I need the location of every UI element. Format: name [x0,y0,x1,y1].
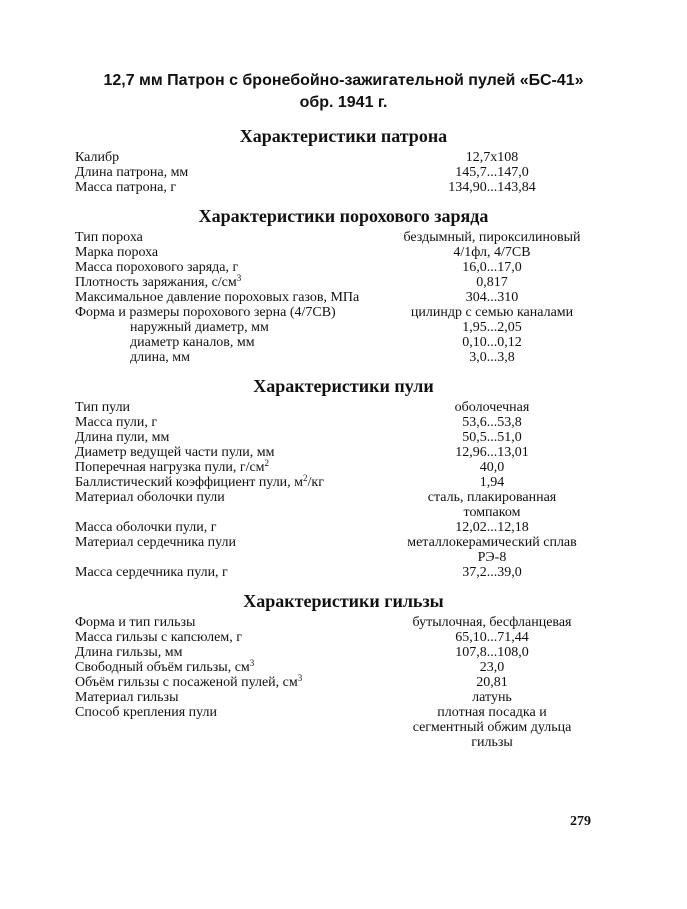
section-heading: Характеристики порохового заряда [198,206,489,226]
spec-value: металлокерамический сплав [407,535,577,550]
spec-value: 20,81 [476,675,508,690]
spec-label-text: Калибр [75,150,120,165]
spec-label-superscript: 3 [297,673,303,683]
spec-label [75,520,216,535]
spec-label [75,230,143,245]
spec-label [75,305,336,320]
spec-label-text: Баллистический коэффициент пули, м [75,475,304,490]
spec-value: 145,7...147,0 [455,165,529,180]
document-title-line1: 12,7 мм Патрон с бронебойно-зажигательной пулей «БС-41» [103,72,584,89]
spec-label-text: диаметр каналов, мм [130,335,255,350]
spec-value: бездымный, пироксилиновый [403,230,581,245]
spec-label-text: Материал оболочки пули [75,490,225,505]
spec-label [75,615,195,630]
spec-value: 50,5...51,0 [462,430,522,445]
spec-value: гильзы [471,735,513,750]
spec-value: 1,94 [479,475,505,490]
spec-label-text: Поперечная нагрузка пули, г/см [75,460,265,475]
spec-label-text: Масса порохового заряда, г [75,260,239,275]
spec-value: сегментный обжим дульца [412,720,572,735]
spec-label [75,445,274,460]
spec-label-text: наружный диаметр, мм [130,320,269,335]
spec-value: 3,0...3,8 [469,350,515,365]
spec-label-text: Масса сердечника пули, г [75,565,228,580]
spec-value: 1,95...2,05 [462,320,522,335]
spec-label-text: Форма и тип гильзы [75,615,196,630]
spec-label-text: Способ крепления пули [75,705,218,720]
spec-label-superscript: 3 [249,658,255,668]
spec-value: сталь, плакированная [427,490,557,505]
spec-label [75,565,228,580]
spec-label [75,150,119,165]
spec-label [75,290,359,305]
spec-label-text: Масса оболочки пули, г [75,520,217,535]
spec-value: латунь [472,690,512,705]
spec-label [75,180,176,195]
spec-label-text: Диаметр ведущей части пули, мм [75,445,275,460]
spec-label [75,260,238,275]
spec-label-text: Масса пули, г [75,415,158,430]
spec-value: 16,0...17,0 [462,260,522,275]
spec-label-text: Максимальное давление пороховых газов, МПа [75,290,360,305]
spec-label-text: Плотность заряжания, с/см [75,275,237,290]
spec-label [75,415,157,430]
spec-value: 0,817 [476,275,508,290]
spec-label [75,400,130,415]
spec-label [75,660,254,675]
spec-label [75,705,217,720]
spec-value: оболочечная [454,400,530,415]
spec-label-text: Масса гильзы с капсюлем, г [75,630,242,645]
spec-value: 4/1фл, 4/7СВ [453,245,531,260]
spec-label-suffix: /кг [307,475,324,490]
spec-value: 37,2...39,0 [462,565,522,580]
spec-label-text: Свободный объём гильзы, см [75,660,250,675]
spec-value: РЭ-8 [477,550,507,565]
page-number: 279 [570,814,591,829]
spec-label-text: Тип пули [75,400,131,415]
spec-label [75,630,242,645]
spec-label-text: Материал сердечника пули [75,535,237,550]
spec-label [130,350,190,365]
spec-label-superscript: 3 [236,273,242,283]
spec-value: 0,10...0,12 [462,335,522,350]
spec-label [130,335,255,350]
spec-label [75,245,158,260]
spec-label-text: Материал гильзы [75,690,179,705]
spec-value: 12,02...12,18 [455,520,529,535]
spec-value: 304...310 [465,290,519,305]
spec-label [75,275,241,290]
spec-value: 107,8...108,0 [455,645,529,660]
spec-label [75,645,183,660]
spec-label [75,430,169,445]
spec-label [75,535,236,550]
spec-label [75,165,188,180]
spec-label [75,475,324,490]
spec-label [75,460,269,475]
spec-value: цилиндр с семью каналами [410,305,574,320]
spec-value: 12,7х108 [465,150,519,165]
spec-label-text: Объём гильзы с посаженой пулей, см [75,675,298,690]
spec-value: томпаком [463,505,521,520]
section-heading: Характеристики гильзы [243,591,444,611]
document-title-line2: обр. 1941 г. [299,94,388,111]
spec-value: 65,10...71,44 [455,630,529,645]
spec-value: 12,96...13,01 [455,445,529,460]
spec-value: 134,90...143,84 [448,180,536,195]
spec-label [75,690,179,705]
spec-label-text: Длина пули, мм [75,430,170,445]
spec-label-superscript: 2 [303,473,308,483]
spec-value: бутылочная, бесфланцевая [412,615,572,630]
spec-label-text: Тип пороха [75,230,143,245]
spec-value: плотная посадка и [437,705,547,720]
section-heading: Характеристики патрона [239,126,448,146]
spec-value: 23,0 [479,660,505,675]
spec-value: 53,6...53,8 [462,415,522,430]
spec-label [75,675,302,690]
spec-label-text: Длина патрона, мм [75,165,189,180]
spec-label-text: длина, мм [130,350,191,365]
spec-label-superscript: 2 [264,458,270,468]
spec-label-text: Масса патрона, г [75,180,177,195]
spec-label-text: Форма и размеры порохового зерна (4/7СВ) [75,305,336,320]
spec-label [75,490,225,505]
section-heading: Характеристики пули [253,376,434,396]
spec-value: 40,0 [479,460,505,475]
spec-label-text: Длина гильзы, мм [75,645,183,660]
spec-label-text: Марка пороха [75,245,159,260]
spec-label [130,320,269,335]
